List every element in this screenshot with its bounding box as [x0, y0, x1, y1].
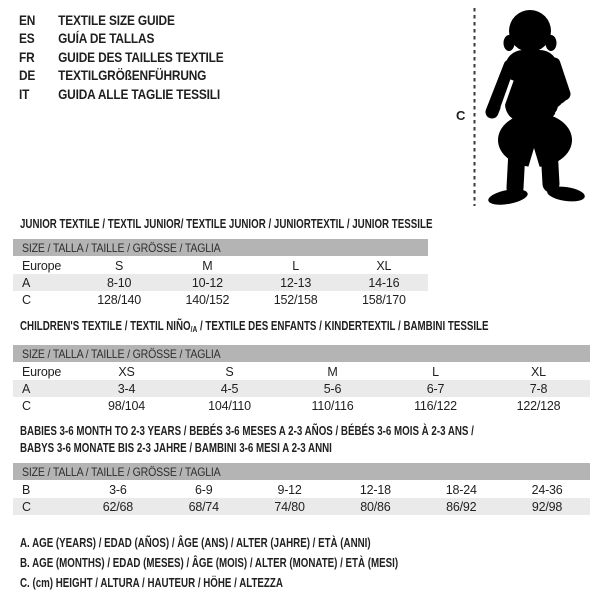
language-title: GUÍA DE TALLAS [58, 30, 155, 47]
table-cell: L [292, 258, 299, 273]
table-cell: S [225, 364, 234, 379]
language-title-row-es [19, 29, 224, 47]
legend [20, 533, 398, 593]
table-cell: 18-24 [445, 482, 477, 497]
table-cell: 6-7 [426, 381, 445, 396]
size-header-bar [13, 345, 590, 362]
table-cell: 140/152 [185, 292, 230, 307]
row-label: C [22, 499, 31, 514]
language-title-row-fr [19, 48, 224, 66]
size-header-bar [13, 239, 428, 256]
babies-title-line2: BABYS 3-6 MONATE BIS 2-3 JAHRE / BAMBINI 3-6 MESI A 2-3 ANNI [20, 440, 332, 455]
babies-table-title [20, 423, 474, 456]
table-cell: 110/116 [311, 398, 354, 413]
table-cell: 92/98 [531, 499, 563, 514]
baby-silhouette-icon [484, 2, 600, 206]
language-code: IT [19, 85, 30, 102]
language-title: GUIDE DES TAILLES TEXTILE [58, 48, 224, 65]
table-cell: 158/170 [361, 292, 406, 307]
size-header-label: SIZE / TALLA / TAILLE / GRÖSSE / TAGLIA [22, 464, 221, 479]
junior-table-title: JUNIOR TEXTILE / TEXTIL JUNIOR/ TEXTILE JUNIOR / JUNIORTEXTIL / JUNIOR TESSILE [20, 217, 433, 231]
table-cell: 80/86 [360, 499, 391, 514]
language-code: FR [19, 48, 35, 65]
table-cell: 3-6 [109, 482, 127, 497]
table-rows [13, 257, 428, 308]
table-cell: 74/80 [274, 499, 305, 514]
language-title: TEXTILGRÖßENFÜHRUNG [58, 67, 207, 84]
table-cell: 7-8 [529, 381, 548, 396]
table-cell: 62/68 [102, 499, 134, 514]
language-title: GUIDA ALLE TAGLIE TESSILI [58, 85, 221, 102]
table-cell: XS [118, 364, 135, 379]
language-title-row-de [19, 66, 224, 84]
table-cell: 152/158 [273, 292, 318, 307]
table-cell: 4-5 [220, 381, 239, 396]
children-table-title [20, 319, 489, 334]
junior-size-table [13, 239, 428, 308]
table-cell: 24-36 [531, 482, 563, 497]
table-row [13, 274, 428, 291]
language-title: TEXTILE SIZE GUIDE [58, 12, 175, 28]
table-cell: 68/74 [188, 499, 219, 514]
language-code: ES [19, 30, 35, 47]
table-cell: 6-9 [195, 482, 213, 497]
table-row [13, 257, 428, 274]
table-cell: M [327, 364, 338, 379]
table-row [13, 363, 590, 380]
size-header-bar [13, 463, 590, 480]
table-cell: 3-4 [117, 381, 136, 396]
table-row [13, 291, 428, 308]
row-label: B [22, 482, 31, 497]
language-code: EN [19, 12, 36, 28]
size-header-label: SIZE / TALLA / TAILLE / GRÖSSE / TAGLIA [22, 346, 221, 361]
row-label: A [22, 275, 31, 290]
height-dimension-label: C [456, 108, 466, 123]
table-cell: 122/128 [516, 398, 561, 413]
table-cell: 12-13 [280, 275, 312, 290]
table-cell: 9-12 [277, 482, 302, 497]
row-label: A [22, 381, 31, 396]
babies-title-line1: BABIES 3-6 MONTH TO 2-3 YEARS / BEBÉS 3-6 MESES A 2-3 AÑOS / BÉBÉS 3-6 MOIS À 2-3 ANS / [20, 424, 474, 438]
language-code: DE [19, 67, 36, 84]
legend-line-age-months: B. AGE (MONTHS) / EDAD (MESES) / ÂGE (MOIS) / ALTER (MONATE) / ETÀ (MESI) [20, 556, 399, 570]
row-label: Europe [22, 258, 62, 273]
table-cell: 10-12 [191, 275, 223, 290]
table-cell: 5-6 [323, 381, 342, 396]
table-cell: 104/110 [208, 398, 251, 413]
table-row [13, 397, 590, 414]
legend-line-height: C. (cm) HEIGHT / ALTURA / HAUTEUR / HÖHE / ALTEZZA [20, 576, 283, 590]
children-title-part2: / TEXTILE DES ENFANTS / KINDERTEXTIL / BAMBINI TESSILE [197, 319, 489, 333]
children-size-table [13, 345, 590, 414]
row-label: Europe [22, 364, 62, 379]
language-title-row-en [19, 11, 224, 29]
table-cell: 86/92 [446, 499, 477, 514]
babies-size-table [13, 463, 590, 515]
table-rows [13, 481, 590, 515]
table-row [13, 498, 590, 515]
language-title-row-it [19, 85, 224, 103]
table-cell: 12-18 [359, 482, 391, 497]
table-cell: L [432, 364, 439, 379]
height-measure-dashed-line [472, 8, 477, 206]
table-row [13, 481, 590, 498]
table-cell: 116/122 [414, 398, 457, 413]
table-cell: S [115, 258, 124, 273]
language-title-list [19, 11, 224, 103]
table-row [13, 380, 590, 397]
table-rows [13, 363, 590, 414]
children-title-subscript: /A [190, 324, 198, 334]
children-title-part1: CHILDREN'S TEXTILE / TEXTIL NIÑO [20, 319, 191, 333]
table-cell: 8-10 [107, 275, 132, 290]
table-cell: 98/104 [107, 398, 146, 413]
legend-line-age-years: A. AGE (YEARS) / EDAD (AÑOS) / ÂGE (ANS) / ALTER (JAHRE) / ETÀ (ANNI) [20, 536, 371, 550]
size-header-label: SIZE / TALLA / TAILLE / GRÖSSE / TAGLIA [22, 240, 221, 255]
row-label: C [22, 398, 31, 413]
table-cell: XL [531, 364, 546, 379]
table-cell: XL [376, 258, 392, 273]
row-label: C [22, 292, 31, 307]
table-cell: 128/140 [97, 292, 142, 307]
table-cell: M [202, 258, 213, 273]
table-cell: 14-16 [368, 275, 400, 290]
